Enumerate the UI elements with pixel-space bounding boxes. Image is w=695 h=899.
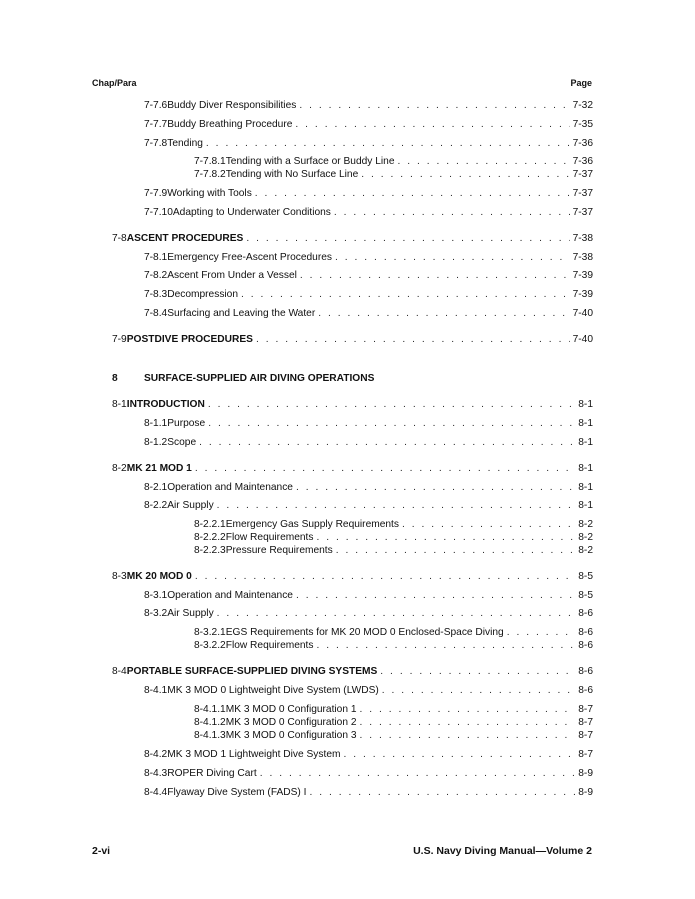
toc-leader	[296, 481, 575, 494]
toc-page: 8-1	[578, 437, 593, 448]
toc-num: 7-7.6	[144, 100, 168, 111]
toc-leader	[299, 99, 569, 112]
toc-title: Flow Requirements	[225, 532, 314, 543]
toc-leader	[360, 729, 576, 742]
toc-entry	[144, 206, 593, 219]
toc-leader	[195, 570, 575, 583]
toc-title: Tending	[167, 138, 203, 149]
toc-page: 8-9	[578, 787, 593, 798]
toc-entry	[144, 786, 593, 799]
header-page: Page	[570, 78, 592, 88]
toc-title: Pressure Requirements	[225, 545, 333, 556]
toc-entry	[194, 639, 593, 652]
toc-leader	[360, 703, 576, 716]
toc-page: 8-1	[578, 482, 593, 493]
toc-entry	[194, 544, 593, 557]
toc-page: 8-1	[578, 500, 593, 511]
toc-num: 8-2.2.3	[194, 545, 226, 556]
toc-entry	[112, 232, 593, 245]
toc-num: 7-7.7	[144, 119, 168, 130]
toc-title: MK 3 MOD 1 Lightweight Dive System	[167, 749, 341, 760]
toc-page: 7-38	[572, 252, 593, 263]
toc-num: 8-1.2	[144, 437, 168, 448]
toc-entry	[144, 99, 593, 112]
toc-page: 8-6	[578, 640, 593, 651]
toc-page: 7-37	[572, 188, 593, 199]
toc-title: ASCENT PROCEDURES	[126, 233, 244, 244]
toc-leader	[256, 333, 570, 346]
toc-title: Flyaway Dive System (FADS) I	[167, 787, 307, 798]
footer-manual-title: U.S. Navy Diving Manual—Volume 2	[413, 845, 592, 857]
toc-title: MK 3 MOD 0 Configuration 1	[225, 704, 357, 715]
toc-page: 7-37	[572, 207, 593, 218]
toc-num: 7-7.9	[144, 188, 168, 199]
toc-leader	[336, 544, 576, 557]
toc-leader	[296, 589, 575, 602]
toc-page: 8-6	[578, 685, 593, 696]
toc-leader	[361, 168, 569, 181]
toc-num: 8-1.1	[144, 418, 168, 429]
toc-leader	[380, 665, 575, 678]
toc-page: 8-2	[578, 545, 593, 556]
toc-page: 7-40	[572, 308, 593, 319]
toc-leader	[316, 531, 575, 544]
chapter-title: SURFACE-SUPPLIED AIR DIVING OPERATIONS	[144, 373, 375, 384]
toc-entry	[144, 481, 593, 494]
toc-page: 7-36	[572, 138, 593, 149]
toc-title: Adapting to Underwater Conditions	[172, 207, 331, 218]
toc-page: 8-1	[578, 463, 593, 474]
toc-leader	[318, 307, 569, 320]
toc-num: 8-3.1	[144, 590, 168, 601]
toc-entry	[194, 168, 593, 181]
toc-title: Operation and Maintenance	[167, 590, 293, 601]
toc-leader	[507, 626, 576, 639]
toc-page: 7-36	[572, 156, 593, 167]
toc-title: Buddy Breathing Procedure	[167, 119, 293, 130]
toc-page: 7-39	[572, 270, 593, 281]
toc-entry	[144, 307, 593, 320]
toc-num: 7-8.4	[144, 308, 168, 319]
toc-entry	[144, 187, 593, 200]
toc-entry	[112, 665, 593, 678]
toc-num: 8-1	[112, 399, 127, 410]
toc-title: Emergency Gas Supply Requirements	[225, 519, 399, 530]
toc-num: 8-2.2	[144, 500, 168, 511]
toc-num: 7-8.1	[144, 252, 168, 263]
toc-leader	[343, 748, 575, 761]
toc-page: 8-2	[578, 532, 593, 543]
toc-title: Tending with a Surface or Buddy Line	[225, 156, 395, 167]
toc-title: Working with Tools	[167, 188, 252, 199]
toc-entry	[144, 589, 593, 602]
toc-num: 8-3.2	[144, 608, 168, 619]
toc-entry	[112, 462, 593, 475]
toc-page: 8-7	[578, 730, 593, 741]
toc-page: 8-7	[578, 704, 593, 715]
toc-title: Tending with No Surface Line	[225, 169, 359, 180]
toc-leader	[217, 499, 576, 512]
toc-page: 8-6	[578, 608, 593, 619]
toc-leader	[195, 462, 575, 475]
toc-num: 7-7.8	[144, 138, 168, 149]
toc-title: Flow Requirements	[225, 640, 314, 651]
toc-num: 8-3	[112, 571, 127, 582]
toc-entry	[144, 499, 593, 512]
toc-page: 8-7	[578, 749, 593, 760]
toc-page: 7-35	[572, 119, 593, 130]
footer-page-number: 2-vi	[92, 845, 111, 857]
toc-leader	[246, 232, 569, 245]
toc-num: 8-3.2.1	[194, 627, 226, 638]
toc-leader	[241, 288, 570, 301]
toc-entry	[194, 703, 593, 716]
toc-entry	[194, 626, 593, 639]
toc-leader	[260, 767, 576, 780]
toc-title: MK 3 MOD 0 Configuration 3	[225, 730, 357, 741]
toc-entry	[194, 729, 593, 742]
toc-leader	[217, 607, 576, 620]
toc-title: Scope	[167, 437, 197, 448]
toc-num: 8-3.2.2	[194, 640, 226, 651]
toc-num: 8-4.2	[144, 749, 168, 760]
toc-num: 8-4.1.1	[194, 704, 226, 715]
toc-leader	[316, 639, 575, 652]
toc-entry	[144, 684, 593, 697]
toc-num: 8-4.1.3	[194, 730, 226, 741]
toc-page: 7-40	[572, 334, 593, 345]
toc-entry	[194, 716, 593, 729]
toc-num: 8-4.1.2	[194, 717, 226, 728]
toc-entry	[112, 570, 593, 583]
toc-title: Operation and Maintenance	[167, 482, 293, 493]
toc-page: 8-6	[578, 627, 593, 638]
toc-page: 8-2	[578, 519, 593, 530]
toc-num: 7-8.3	[144, 289, 168, 300]
toc-title: MK 3 MOD 0 Configuration 2	[225, 717, 357, 728]
toc-title: Air Supply	[167, 500, 214, 511]
toc-page: 8-9	[578, 768, 593, 779]
toc-title: Ascent From Under a Vessel	[167, 270, 297, 281]
toc-num: 7-8	[112, 233, 127, 244]
toc-num: 8-4.3	[144, 768, 168, 779]
toc-entry	[194, 155, 593, 168]
toc-leader	[334, 206, 570, 219]
toc-page: 8-5	[578, 590, 593, 601]
toc-entry	[144, 436, 593, 449]
toc-page: 8-1	[578, 418, 593, 429]
toc-title: MK 21 MOD 1	[126, 463, 192, 474]
toc-leader	[360, 716, 576, 729]
toc-entry	[144, 269, 593, 282]
toc-entry	[144, 748, 593, 761]
toc-leader	[310, 786, 576, 799]
toc-leader	[199, 436, 575, 449]
toc-entry	[112, 333, 593, 346]
chapter-number: 8	[112, 373, 118, 384]
toc-title: Purpose	[167, 418, 206, 429]
toc-title: PORTABLE SURFACE-SUPPLIED DIVING SYSTEMS	[126, 666, 378, 677]
toc-page: 8-1	[578, 399, 593, 410]
toc-leader	[300, 269, 570, 282]
toc-num: 7-8.2	[144, 270, 168, 281]
toc-leader	[295, 118, 569, 131]
toc-page: 7-32	[572, 100, 593, 111]
toc-num: 7-7.10	[144, 207, 173, 218]
toc-title: Air Supply	[167, 608, 214, 619]
toc-entry	[144, 288, 593, 301]
toc-num: 8-2.2.1	[194, 519, 226, 530]
toc-title: Buddy Diver Responsibilities	[167, 100, 297, 111]
toc-page: 8-5	[578, 571, 593, 582]
toc-entry	[144, 417, 593, 430]
toc-num: 8-4.1	[144, 685, 168, 696]
toc-page: 8-7	[578, 717, 593, 728]
toc-title: MK 3 MOD 0 Lightweight Dive System (LWDS)	[167, 685, 379, 696]
header-chap-para: Chap/Para	[92, 78, 137, 88]
toc-num: 7-7.8.2	[194, 169, 226, 180]
toc-entry	[194, 531, 593, 544]
toc-num: 8-4.4	[144, 787, 168, 798]
toc-leader	[402, 518, 575, 531]
toc-entry	[144, 118, 593, 131]
toc-entry	[144, 767, 593, 780]
toc-num: 8-2.1	[144, 482, 168, 493]
toc-entry	[144, 251, 593, 264]
toc-entry	[112, 398, 593, 411]
toc-title: POSTDIVE PROCEDURES	[126, 334, 253, 345]
toc-leader	[382, 684, 575, 697]
toc-page: 7-37	[572, 169, 593, 180]
toc-title: EGS Requirements for MK 20 MOD 0 Enclosed-Space Diving	[225, 627, 504, 638]
toc-leader	[255, 187, 570, 200]
toc-entry	[144, 137, 593, 150]
toc-page: 8-6	[578, 666, 593, 677]
toc-title: Emergency Free-Ascent Procedures	[167, 252, 333, 263]
toc-title: INTRODUCTION	[126, 399, 205, 410]
toc-leader	[335, 251, 570, 264]
toc-num: 7-9	[112, 334, 127, 345]
toc-leader	[397, 155, 569, 168]
toc-num: 8-4	[112, 666, 127, 677]
toc-leader	[206, 137, 570, 150]
toc-entry	[144, 607, 593, 620]
toc-page: 7-38	[572, 233, 593, 244]
toc-leader	[208, 398, 575, 411]
toc-page: 7-39	[572, 289, 593, 300]
chapter-heading	[112, 373, 374, 384]
toc-title: Surfacing and Leaving the Water	[167, 308, 316, 319]
toc-title: Decompression	[167, 289, 239, 300]
toc-num: 8-2.2.2	[194, 532, 226, 543]
toc-title: MK 20 MOD 0	[126, 571, 192, 582]
toc-entry	[194, 518, 593, 531]
toc-title: ROPER Diving Cart	[167, 768, 257, 779]
toc-leader	[208, 417, 575, 430]
toc-num: 8-2	[112, 463, 127, 474]
toc-num: 7-7.8.1	[194, 156, 226, 167]
